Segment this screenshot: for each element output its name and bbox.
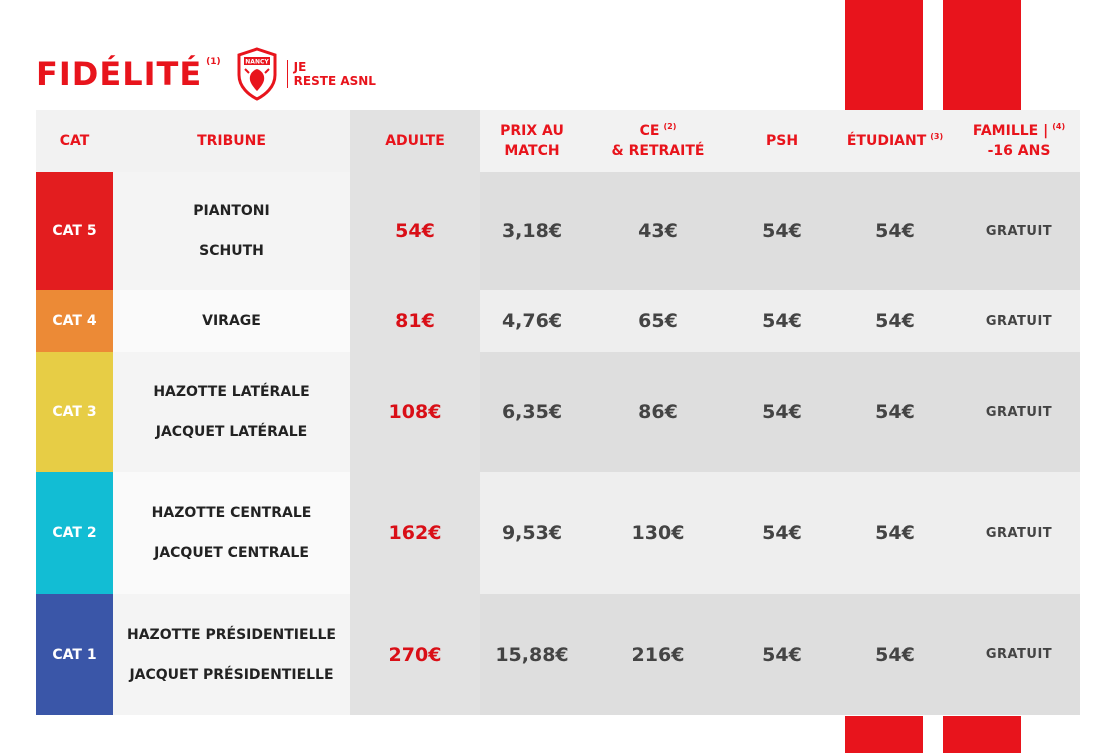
tribune-name: JACQUET LATÉRALE <box>155 424 308 440</box>
prix-match-value: 3,18€ <box>480 172 584 290</box>
category-badge: CAT 3 <box>36 352 113 472</box>
famille-price: GRATUIT <box>958 594 1080 715</box>
famille-price: GRATUIT <box>958 352 1080 472</box>
psh-price: 54€ <box>732 290 832 352</box>
page-header <box>36 44 376 104</box>
bottom-stripe-right <box>943 716 1021 753</box>
etudiant-price: 54€ <box>832 472 958 594</box>
tribune-cell <box>113 472 350 594</box>
ce-footnote: (2) <box>663 122 677 131</box>
column-header-cat: CAT <box>36 110 113 172</box>
slogan <box>287 60 376 88</box>
column-header-famille <box>958 110 1080 172</box>
etudiant-price: 54€ <box>832 352 958 472</box>
tribune-name: JACQUET CENTRALE <box>154 545 309 561</box>
table-row-cat5 <box>36 172 1080 290</box>
ce-retraite-price: 86€ <box>584 352 732 472</box>
tribune-name: PIANTONI <box>193 203 270 219</box>
famille-footnote: (4) <box>1052 122 1066 131</box>
tribune-cell <box>113 172 350 290</box>
adulte-price: 162€ <box>350 472 480 594</box>
ce-header-line2: & RETRAITÉ <box>611 143 705 159</box>
prix-header-line1: PRIX AU <box>500 123 564 139</box>
top-stripe-left <box>845 0 923 110</box>
tribune-cell <box>113 290 350 352</box>
title-footnote: (1) <box>206 57 221 67</box>
club-crest-logo <box>235 47 279 101</box>
prix-match-value: 4,76€ <box>480 290 584 352</box>
ce-retraite-price: 43€ <box>584 172 732 290</box>
column-header-ce-retraite <box>584 110 732 172</box>
price-table <box>36 110 1080 715</box>
etudiant-price: 54€ <box>832 290 958 352</box>
famille-header-line1: FAMILLE | <box>972 123 1049 139</box>
table-row-cat2 <box>36 472 1080 594</box>
tribune-name: JACQUET PRÉSIDENTIELLE <box>129 666 334 683</box>
ce-retraite-price: 130€ <box>584 472 732 594</box>
top-stripe-right <box>943 0 1021 110</box>
category-badge: CAT 1 <box>36 594 113 715</box>
tribune-name: HAZOTTE PRÉSIDENTIELLE <box>127 626 336 643</box>
column-header-adulte: ADULTE <box>350 110 480 172</box>
adulte-price: 270€ <box>350 594 480 715</box>
table-row-cat1 <box>36 594 1080 715</box>
page-title: FIDÉLITÉ <box>36 55 203 93</box>
column-header-prix-match <box>480 110 584 172</box>
psh-price: 54€ <box>732 594 832 715</box>
ce-retraite-price: 216€ <box>584 594 732 715</box>
table-row-cat3 <box>36 352 1080 472</box>
slogan-line1: JE <box>293 60 307 74</box>
etudiant-header-label: ÉTUDIANT <box>846 133 927 149</box>
tribune-name: SCHUTH <box>199 243 264 259</box>
psh-price: 54€ <box>732 172 832 290</box>
prix-header-line2: MATCH <box>504 143 560 159</box>
column-header-etudiant <box>832 110 958 172</box>
prix-match-value: 9,53€ <box>480 472 584 594</box>
adulte-price: 108€ <box>350 352 480 472</box>
etudiant-price: 54€ <box>832 594 958 715</box>
column-header-tribune: TRIBUNE <box>113 110 350 172</box>
slogan-line2: RESTE ASNL <box>293 74 376 88</box>
ce-header-line1: CE <box>639 123 660 139</box>
famille-price: GRATUIT <box>958 472 1080 594</box>
tribune-cell <box>113 352 350 472</box>
tribune-name: HAZOTTE LATÉRALE <box>153 384 310 400</box>
tribune-cell <box>113 594 350 715</box>
famille-price: GRATUIT <box>958 290 1080 352</box>
etudiant-footnote: (3) <box>930 132 944 141</box>
famille-header-line2: -16 ANS <box>987 143 1051 159</box>
prix-match-value: 15,88€ <box>480 594 584 715</box>
famille-price: GRATUIT <box>958 172 1080 290</box>
tribune-name: VIRAGE <box>202 313 261 329</box>
psh-price: 54€ <box>732 352 832 472</box>
svg-text:NANCY: NANCY <box>244 58 269 66</box>
etudiant-price: 54€ <box>832 172 958 290</box>
ce-retraite-price: 65€ <box>584 290 732 352</box>
table-row-cat4 <box>36 290 1080 352</box>
prix-match-value: 6,35€ <box>480 352 584 472</box>
tribune-name: HAZOTTE CENTRALE <box>151 505 312 521</box>
table-header-row <box>36 110 1080 172</box>
adulte-price: 54€ <box>350 172 480 290</box>
psh-price: 54€ <box>732 472 832 594</box>
category-badge: CAT 2 <box>36 472 113 594</box>
column-header-psh: PSH <box>732 110 832 172</box>
adulte-price: 81€ <box>350 290 480 352</box>
bottom-stripe-left <box>845 716 923 753</box>
category-badge: CAT 5 <box>36 172 113 290</box>
category-badge: CAT 4 <box>36 290 113 352</box>
